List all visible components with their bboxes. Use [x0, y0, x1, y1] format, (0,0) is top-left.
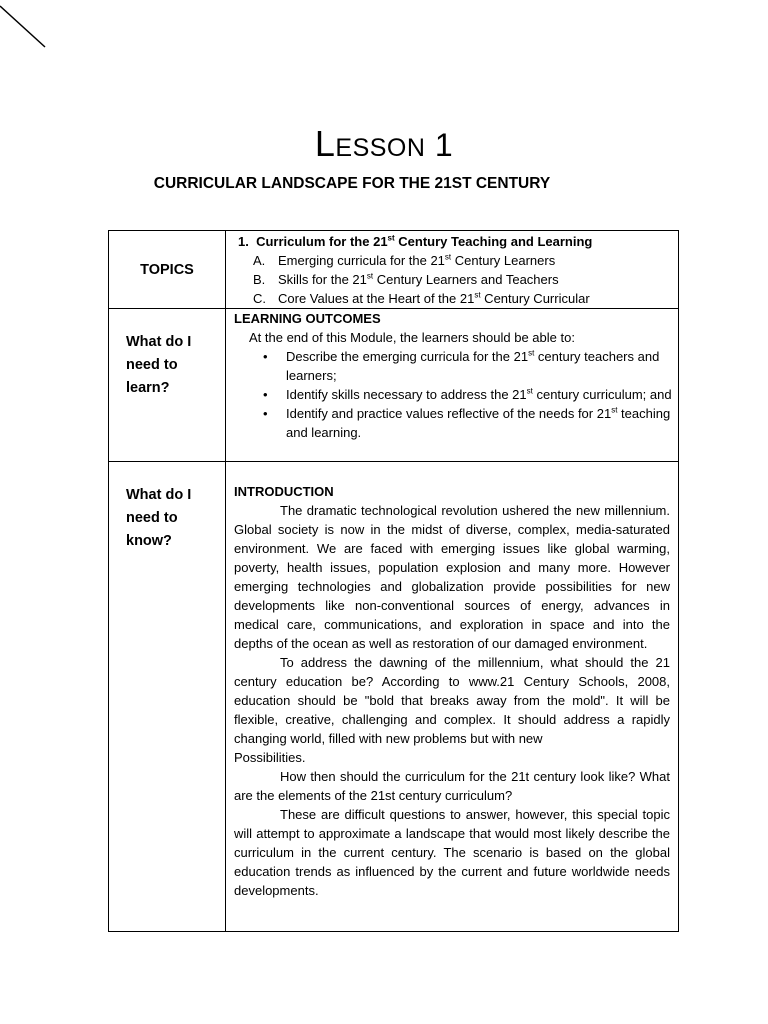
topic-heading: 1. Curriculum for the 21st Century Teaching and Learning [238, 233, 593, 249]
topic-item [226, 251, 678, 270]
topic-item [226, 270, 678, 289]
learning-outcomes-heading: LEARNING OUTCOMES [234, 311, 381, 326]
topics-label: TOPICS [140, 262, 194, 278]
topic-item-text: Core Values at the Heart of the 21st Century Curricular [278, 290, 590, 306]
lesson-number: 1 [434, 127, 454, 163]
corner-line-mark [0, 0, 60, 60]
lesson-subtitle: CURRICULAR LANDSCAPE FOR THE 21ST CENTURY [153, 175, 551, 192]
topics-list [226, 231, 678, 308]
learning-outcomes-intro: At the end of this Module, the learners should be able to: [249, 330, 575, 345]
learn-label: What do I need to learn? [126, 334, 192, 396]
introduction-paragraph: The dramatic technological revolution ushered the new millennium. Global society is now in the midst of diverse, complex, media-saturated environment. We are faced with emerging issues like global warming, poverty, health issues, population explosion and many more. However emerging technologies and globalization provide possibilities for new developments like non-conventional sources of energy, advances in medical care, communications, and exploration in space and into the depths of the ocean as well as restoration of our damaged environment. [234, 503, 670, 651]
lesson-title [0, 124, 768, 168]
introduction-paragraph: To address the dawning of the millennium, what should the 21 century education be? According to www.21 Century Schools, 2008, education should be "bold that breaks away from the mold". It will be flexible, creative, challenging and complex. It should address a rapidly changing world, filled with new problems but with new [234, 655, 670, 746]
learning-outcome-text: Identify skills necessary to address the 21st century curriculum; and [286, 386, 672, 402]
introduction-heading: INTRODUCTION [234, 484, 334, 499]
learning-outcome-text: Describe the emerging curricula for the 21st century teachers and learners; [286, 348, 660, 383]
topic-item-letter: C. [253, 291, 266, 306]
introduction-paragraph: Possibilities. [234, 750, 306, 765]
module-table [108, 230, 679, 932]
introduction-paragraph: These are difficult questions to answer, however, this special topic will attempt to approximate a landscape that would most likely describe the curriculum in the current century. The scenario is based on the global education trends as influenced by the current and future worldwide needs developments. [234, 807, 670, 898]
bullet-icon: • [263, 387, 268, 402]
lesson-word: LESSON [314, 123, 426, 164]
topic-item [226, 289, 678, 308]
learning-outcome-item [234, 385, 672, 404]
topic-item-text: Skills for the 21st Century Learners and Teachers [278, 271, 559, 287]
topics-row [109, 231, 679, 309]
learning-outcome-item [234, 347, 672, 385]
know-row [109, 462, 679, 932]
bullet-icon: • [263, 406, 268, 421]
topic-item-text: Emerging curricula for the 21st Century Learners [278, 252, 556, 268]
topic-item-letter: A. [253, 253, 266, 268]
know-label: What do I need to know? [126, 487, 192, 549]
topic-item-letter: B. [253, 272, 266, 287]
learn-row [109, 309, 679, 462]
learning-outcome-text: Identify and practice values reflective of the needs for 21st teaching and learning. [286, 405, 671, 440]
learning-outcome-item [234, 404, 672, 442]
learning-outcomes-list [234, 347, 672, 442]
bullet-icon: • [263, 349, 268, 364]
introduction-paragraph: How then should the curriculum for the 21t century look like? What are the elements of the 21st century curriculum? [234, 769, 670, 803]
